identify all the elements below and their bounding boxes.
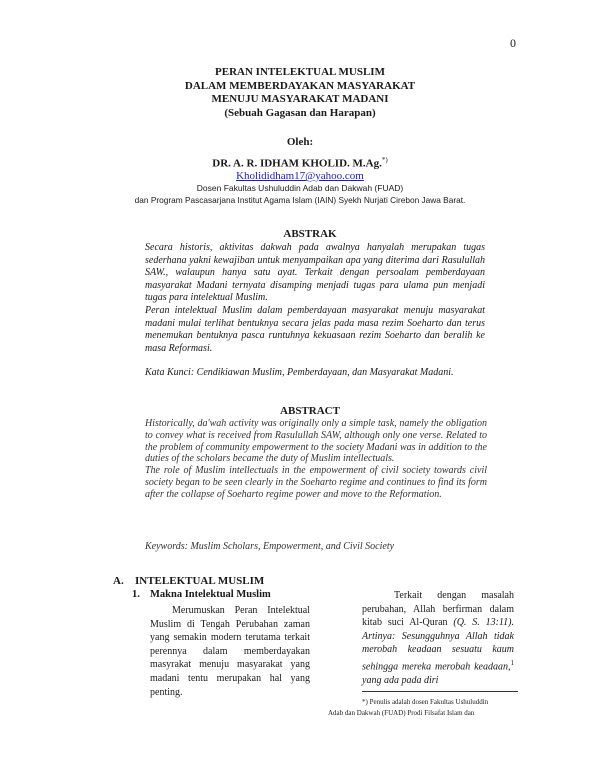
abstrak-heading: ABSTRAK <box>283 228 337 240</box>
abstract-body <box>145 418 487 501</box>
subsection-1-heading <box>132 589 271 600</box>
footnote-line-2: Adab dan Dakwah (FUAD) Prodi Filsafat Islam dan <box>328 708 475 717</box>
title-line-3: MENUJU MASYARAKAT MADANI <box>211 93 389 105</box>
title-line-2: DALAM MEMBERDAYAKAN MASYARAKAT <box>184 79 416 92</box>
author-line <box>0 156 600 170</box>
author-affiliation-1: Dosen Fakultas Ushuluddin Adab dan Dakwah (FUAD) <box>196 183 404 193</box>
quran-translation: Artinya: Sesungguhnya Allah tidak merobah keadaan sesuatu kaum sehingga mereka merobah keadaan, <box>362 630 514 673</box>
footnote-line-1: *) Penulis adalah dosen Fakultas Ushuluddin <box>362 698 489 706</box>
body-right-paragraph <box>362 589 514 687</box>
body-left-column <box>150 604 310 699</box>
author-footnote-mark: *) <box>381 156 388 164</box>
subsection-1-title: Makna Intelektual Muslim <box>150 589 271 600</box>
page-number: 0 <box>510 36 516 50</box>
title-subtitle: (Sebuah Gagasan dan Harapan) <box>224 106 376 119</box>
title-line-1: PERAN INTELEKTUAL MUSLIM <box>215 66 385 78</box>
abstrak-paragraph-2: Peran intelektual Muslim dalam pemberdayaan masyarakat menuju masyarakat madani mulai terlihat bentuknya secara jelas pada masa rezim Soeharto dan terus menemukan bentuknya pasca runtuhnya kekuasaan rezim Soeharto dan beralih ke masa Reformasi. <box>145 304 485 354</box>
section-a-heading <box>113 575 264 587</box>
by-label: Oleh: <box>286 136 314 148</box>
author-email-link[interactable]: Kholididham17@yahoo.com <box>236 170 364 182</box>
body-right-intro: Terkait dengan masalah perubahan, Allah berfirman dalam kitab suci Al-Quran <box>362 590 514 629</box>
abstrak-body <box>145 242 485 355</box>
footnote-1-mark: 1 <box>510 658 514 667</box>
section-a-number: A. <box>113 575 124 587</box>
abstract-paragraph-1: Historically, da'wah activity was originally only a simple task, namely the obligation to convey what is received from Rasulullah SAW, although only one verse. Related to the problem of community empowerment to the society Madani was in addition to the duties of the scholars became the duty of Muslim intellectuals. <box>145 418 487 465</box>
abstract-keywords: Keywords: Muslim Scholars, Empowerment, and Civil Society <box>145 541 395 552</box>
footnote <box>328 697 518 718</box>
abstrak-keywords: Kata Kunci: Cendikiawan Muslim, Pemberdayaan, dan Masyarakat Madani. <box>145 367 454 378</box>
body-right-column <box>362 589 514 687</box>
quran-translation-tail: yang ada pada diri <box>362 674 439 686</box>
subsection-1-number: 1. <box>132 589 140 600</box>
abstract-paragraph-2: The role of Muslim intellectuals in the empowerment of civil society towards civil society began to be seen clearly in the Soeharto regime and continues to find its form after the collapse of Soeharto regime power and move to the Reformation. <box>145 465 487 500</box>
body-left-paragraph: Merumuskan Peran Intelektual Muslim di Tengah Perubahan zaman yang semakin modern terutama terkait perennya dalam memberdayakan masyrakat menuju masyarakat yang madani tentu merupakan hal yang penting. <box>150 605 310 698</box>
author-name: DR. A. R. IDHAM KHOLID. M.Ag. <box>212 157 382 170</box>
author-affiliation-2: dan Program Pascasarjana Institut Agama Islam (IAIN) Syekh Nurjati Cirebon Jawa Barat. <box>134 195 466 205</box>
quran-reference: (Q. S. 13:11). <box>453 617 514 629</box>
paper-title <box>0 66 600 120</box>
section-a-title: INTELEKTUAL MUSLIM <box>135 575 265 587</box>
abstract-heading: ABSTRACT <box>280 405 340 417</box>
footnote-divider <box>362 691 518 692</box>
abstrak-paragraph-1: Secara historis, aktivitas dakwah pada awalnya hanyalah merupakan tugas sederhana yakni kewajiban untuk menyampaikan apa yang diterima dari Rasulullah SAW., walaupun hanya satu ayat. Terkait dengan persoalam pemberdayaan masyarakat Madani ternyata disamping menjadi tugas para ulama pun menjadi tugas para intelektual Muslim. <box>145 242 485 304</box>
